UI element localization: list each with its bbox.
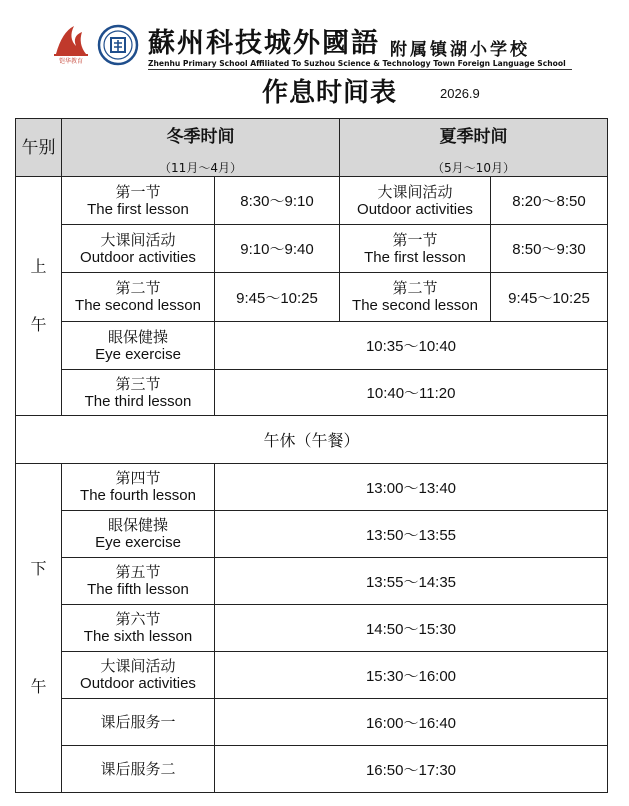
summer-time: 9:45～10:25: [491, 273, 608, 322]
shared-time: 10:40～11:20: [215, 370, 608, 416]
summer-activity: 第二节 The second lesson: [340, 273, 491, 322]
flame-logo-icon: [52, 24, 90, 58]
winter-time: 8:30～9:10: [215, 177, 340, 225]
education-group-logo: [52, 24, 90, 68]
shared-time: 13:00～13:40: [215, 464, 608, 511]
table-row: [16, 177, 608, 225]
school-name-sub: 附属镇湖小学校: [390, 40, 530, 60]
activity: 课后服务二: [62, 746, 215, 793]
table-row: [16, 746, 608, 793]
activity: 课后服务一: [62, 699, 215, 746]
shared-time: 13:55～14:35: [215, 558, 608, 605]
summer-time: 8:20～8:50: [491, 177, 608, 225]
table-row: [16, 511, 608, 558]
table-row: [16, 273, 608, 322]
summer-time: 8:50～9:30: [491, 225, 608, 273]
shared-time: 10:35～10:40: [215, 322, 608, 370]
activity: 眼保健操 Eye exercise: [62, 511, 215, 558]
header-divider: [148, 69, 572, 70]
winter-activity: 第一节 The first lesson: [62, 177, 215, 225]
school-emblem-icon: [97, 24, 139, 66]
table-row: [16, 605, 608, 652]
table-header-row: [16, 119, 608, 177]
table-row: [16, 225, 608, 273]
table-row: [16, 464, 608, 511]
shared-time: 16:50～17:30: [215, 746, 608, 793]
table-row: [16, 652, 608, 699]
logo-caption: 铠华教育: [58, 58, 83, 65]
winter-activity: 大课间活动 Outdoor activities: [62, 225, 215, 273]
winter-activity: 第二节 The second lesson: [62, 273, 215, 322]
period-column-header: 午别: [16, 119, 62, 177]
winter-time: 9:45～10:25: [215, 273, 340, 322]
morning-label: 上 午: [16, 177, 62, 416]
activity: 第三节 The third lesson: [62, 370, 215, 416]
summer-activity: 第一节 The first lesson: [340, 225, 491, 273]
activity: 眼保健操 Eye exercise: [62, 322, 215, 370]
schedule-table: [15, 118, 608, 793]
summer-activity: 大课间活动 Outdoor activities: [340, 177, 491, 225]
document-date: 2026.9: [440, 86, 480, 101]
school-name-en: Zhenhu Primary School Affiliated To Suzhou Science & Technology Town Foreign Language School: [148, 59, 566, 68]
activity: 第五节 The fifth lesson: [62, 558, 215, 605]
summer-header: 夏季时间 （5月～10月）: [340, 119, 608, 177]
table-row: [16, 558, 608, 605]
winter-header: 冬季时间 （11月～4月）: [62, 119, 340, 177]
school-name-main: 蘇州科技城外國語: [148, 28, 380, 59]
activity: 第六节 The sixth lesson: [62, 605, 215, 652]
shared-time: 13:50～13:55: [215, 511, 608, 558]
winter-time: 9:10～9:40: [215, 225, 340, 273]
noon-break: 午休（午餐）: [16, 416, 608, 464]
table-row: [16, 699, 608, 746]
table-row: [16, 370, 608, 416]
document-header: [0, 0, 629, 108]
activity: 大课间活动 Outdoor activities: [62, 652, 215, 699]
afternoon-label: 下 午: [16, 464, 62, 793]
shared-time: 15:30～16:00: [215, 652, 608, 699]
school-name-cn: [148, 26, 530, 60]
activity: 第四节 The fourth lesson: [62, 464, 215, 511]
shared-time: 14:50～15:30: [215, 605, 608, 652]
table-row: [16, 322, 608, 370]
shared-time: 16:00～16:40: [215, 699, 608, 746]
page-title: 作息时间表: [262, 78, 398, 108]
noon-row: [16, 416, 608, 464]
